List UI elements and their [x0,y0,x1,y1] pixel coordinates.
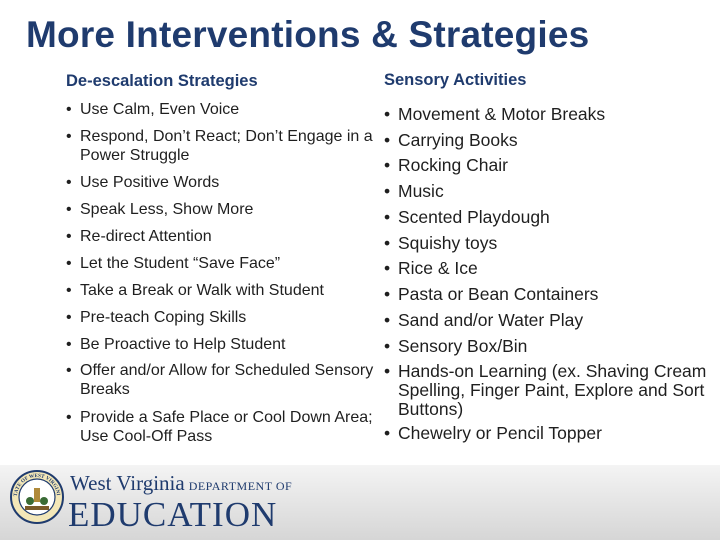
org-education-wordmark: EDUCATION [68,495,278,534]
state-seal-icon [10,470,64,524]
bullet-icon: • [66,174,72,191]
bullet-icon: • [66,128,72,145]
org-name-line [70,471,292,496]
bullet-icon: • [384,130,391,150]
list-item: • Rice & Ice [384,258,478,278]
list-item: • Re-direct Attention [66,228,212,245]
bullet-icon: • [384,423,391,443]
list-item: • Let the Student “Save Face” [66,255,281,272]
bullet-icon: • [384,284,391,304]
bullet-icon: • [384,310,391,330]
list-item: • Use Positive Words [66,174,220,191]
bullet-icon: • [384,181,391,201]
bullet-icon: • [384,361,391,381]
bullet-icon: • [384,258,391,278]
sensory-heading: Sensory Activities [384,71,527,89]
list-item: • Offer and/or Allow for Scheduled Sensory Breaks [66,362,374,398]
bullet-icon: • [384,207,391,227]
list-item: • Respond, Don’t React; Don’t Engage in a Power Struggle [66,128,373,164]
list-item: • Scented Playdough [384,207,550,227]
slide-title: More Interventions & Strategies [26,14,590,55]
bullet-icon: • [66,409,72,426]
list-item: • Music [384,181,444,201]
list-item: • Rocking Chair [384,155,508,175]
bullet-icon: • [66,101,72,118]
bullet-icon: • [66,228,72,245]
list-item: • Squishy toys [384,233,498,253]
org-state-name: West Virginia [70,471,185,495]
list-item: • Pre-teach Coping Skills [66,309,247,326]
list-item: • Provide a Safe Place or Cool Down Area; Use Cool-Off Pass [66,409,373,445]
bullet-icon: • [384,104,391,124]
bullet-icon: • [66,282,72,299]
list-item: • Hands-on Learning (ex. Shaving Cream Spelling, Finger Paint, Explore and Sort Buttons) [384,361,707,419]
bullet-icon: • [384,336,391,356]
bullet-icon: • [66,309,72,326]
list-item: • Sensory Box/Bin [384,336,528,356]
bullet-icon: • [384,233,391,253]
list-item: • Chewelry or Pencil Topper [384,423,602,443]
bullet-icon: • [384,155,391,175]
bullet-icon: • [66,362,72,379]
list-item: • Take a Break or Walk with Student [66,282,324,299]
bullet-icon: • [66,201,72,218]
list-item: • Carrying Books [384,130,518,150]
list-item: • Sand and/or Water Play [384,310,584,330]
list-item: • Speak Less, Show More [66,201,254,218]
footer-bar [0,465,720,540]
list-item: • Be Proactive to Help Student [66,336,286,353]
list-item: • Movement & Motor Breaks [384,104,606,124]
list-item: • Use Calm, Even Voice [66,101,240,118]
org-department-label: DEPARTMENT OF [188,479,293,493]
bullet-icon: • [66,255,72,272]
svg-text:STATE OF WEST VIRGINIA: TATE OF WEST VIRGINI [12,472,61,497]
bullet-icon: • [66,336,72,353]
list-item: • Pasta or Bean Containers [384,284,599,304]
deescalation-heading: De-escalation Strategies [66,72,258,90]
